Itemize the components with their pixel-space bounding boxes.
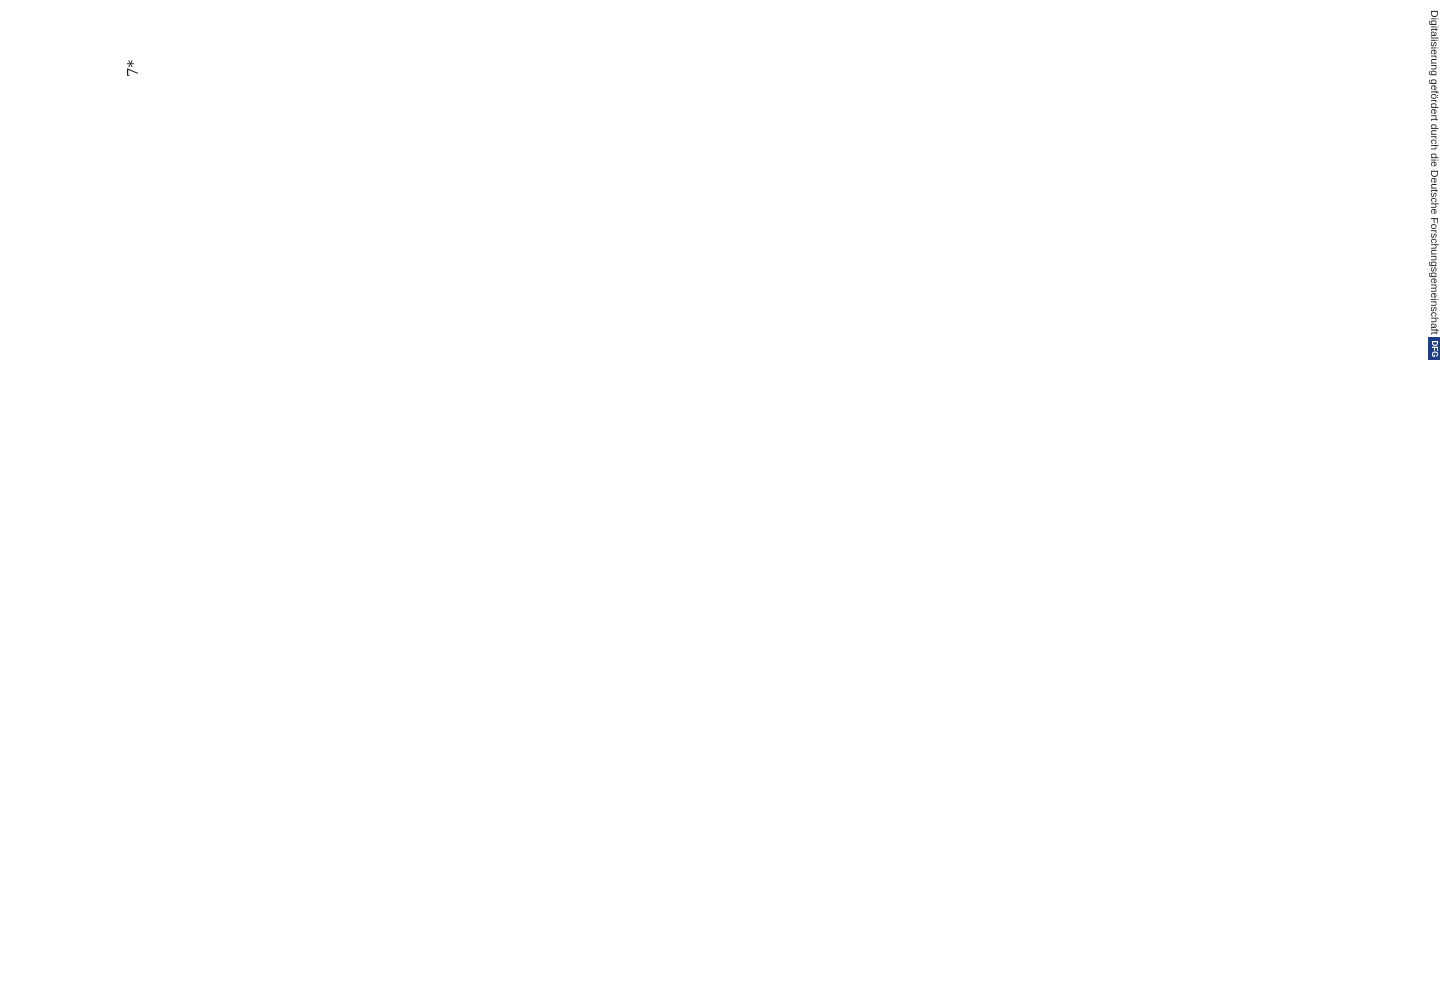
dfg-logo: DFG [1428,337,1440,360]
page-content [0,50,200,930]
german-column [0,60,170,470]
signature-mark: 7* [124,60,142,78]
digitization-notice [1422,10,1446,390]
digitization-text: Digitalisierung gefördert durch die Deutsche Forschungsgemeinschaft [1428,10,1440,335]
french-column [0,520,170,930]
